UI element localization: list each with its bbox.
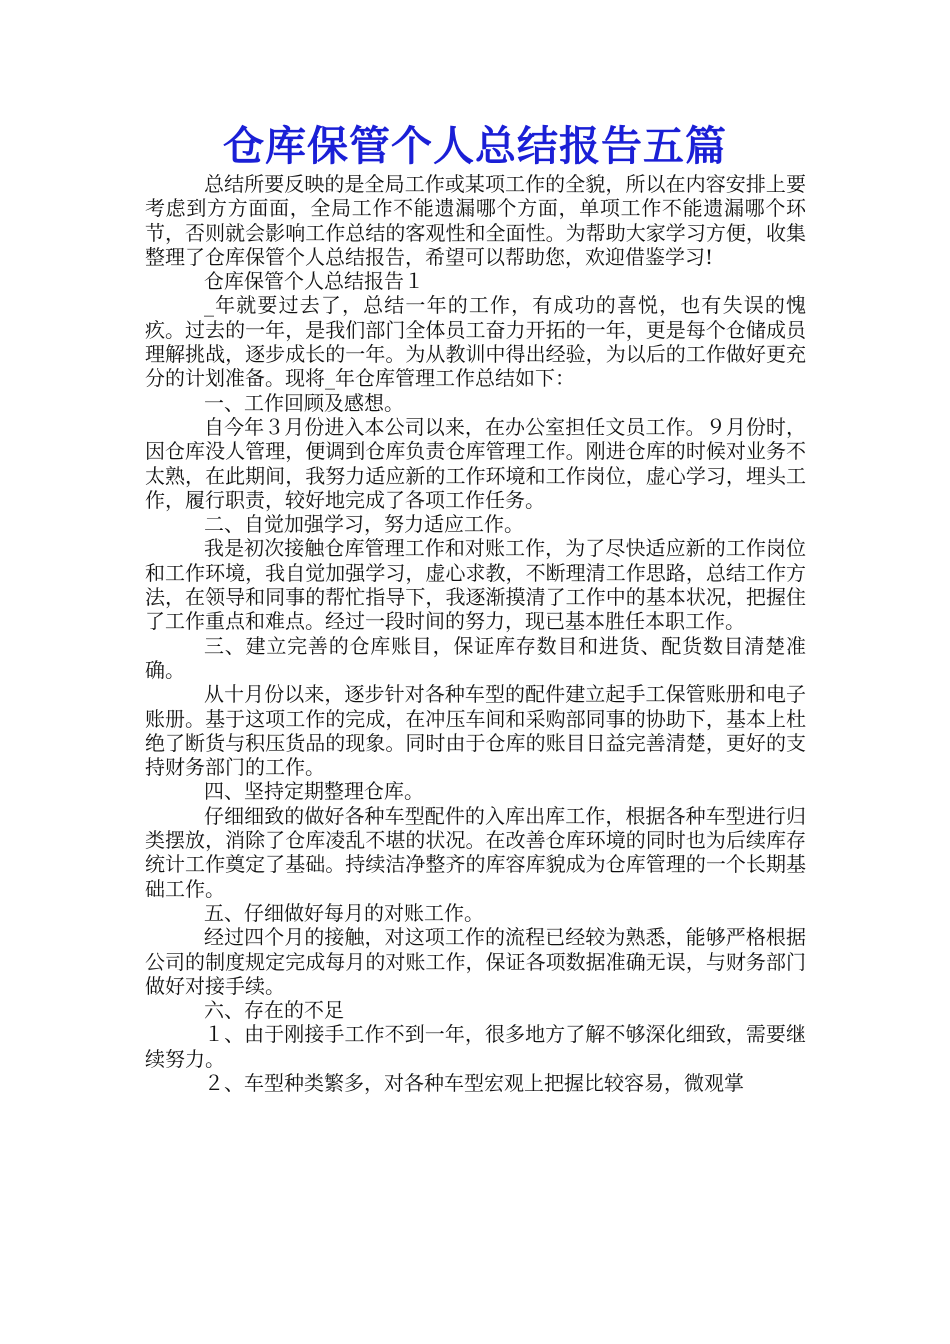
list-item-2: ２、车型种类繁多，对各种车型宏观上把握比较容易，微观掌 (204, 1070, 744, 1095)
opening-paragraph: _年就要过去了，总结一年的工作，有成功的喜悦，也有失误的愧疚。过去的一年，是我们部门全体员工奋力开拓的一年，更是每个仓储成员理解挑战，逐步成长的一年。为从教训中得出经验，为以后的工作做好更充分的计划准备。现将_年仓库管理工作总结如下： (145, 293, 806, 391)
list-item-1: １、由于刚接手工作不到一年，很多地方了解不够深化细致，需要继续努力。 (145, 1022, 806, 1071)
section-heading-5: 五、仔细做好每月的对账工作。 (204, 900, 484, 925)
section-heading-6: 六、存在的不足 (204, 998, 344, 1023)
document-body (145, 172, 806, 1095)
section-paragraph-3: 从十月份以来，逐步针对各种车型的配件建立起手工保管账册和电子账册。基于这项工作的完成，在冲压车间和采购部同事的协助下，基本上杜绝了断货与积压货品的现象。同时由于仓库的账目日益完善清楚，更好的支持财务部门的工作。 (145, 682, 806, 780)
section-heading-3: 三、建立完善的仓库账目，保证库存数目和进货、配货数目清楚准确。 (145, 633, 806, 682)
section-paragraph-1: 自今年３月份进入本公司以来，在办公室担任文员工作。９月份时，因仓库没人管理，便调到仓库负责仓库管理工作。刚进仓库的时候对业务不太熟，在此期间，我努力适应新的工作环境和工作岗位，虚心学习，埋头工作，履行职责，较好地完成了各项工作任务。 (145, 414, 806, 512)
section-heading-4: 四、坚持定期整理仓库。 (204, 779, 424, 804)
section-paragraph-4: 仔细细致的做好各种车型配件的入库出库工作，根据各种车型进行归类摆放，消除了仓库凌乱不堪的状况。在改善仓库环境的同时也为后续库存统计工作奠定了基础。持续洁净整齐的库容库貌成为仓库管理的一个长期基础工作。 (145, 803, 806, 901)
document-title: 仓库保管个人总结报告五篇 (223, 122, 727, 170)
section-paragraph-2: 我是初次接触仓库管理工作和对账工作，为了尽快适应新的工作岗位和工作环境，我自觉加强学习，虚心求教，不断理清工作思路，总结工作方法，在领导和同事的帮忙指导下，我逐渐摸清了工作中的基本状况，把握住了工作重点和难点。经过一段时间的努力，现已基本胜任本职工作。 (145, 536, 806, 634)
intro-paragraph: 总结所要反映的是全局工作或某项工作的全貌，所以在内容安排上要考虑到方方面面，全局工作不能遗漏哪个方面，单项工作不能遗漏哪个环节，否则就会影响工作总结的客观性和全面性。为帮助大家学习方便，收集整理了仓库保管个人总结报告，希望可以帮助您，欢迎借鉴学习! (145, 172, 806, 269)
report-heading-1: 仓库保管个人总结报告１ (204, 269, 424, 294)
section-heading-2: 二、自觉加强学习，努力适应工作。 (204, 512, 524, 537)
section-paragraph-5: 经过四个月的接触，对这项工作的流程已经较为熟悉，能够严格根据公司的制度规定完成每月的对账工作，保证各项数据准确无误，与财务部门做好对接手续。 (145, 925, 806, 998)
section-heading-1: 一、工作回顾及感想。 (204, 390, 404, 415)
